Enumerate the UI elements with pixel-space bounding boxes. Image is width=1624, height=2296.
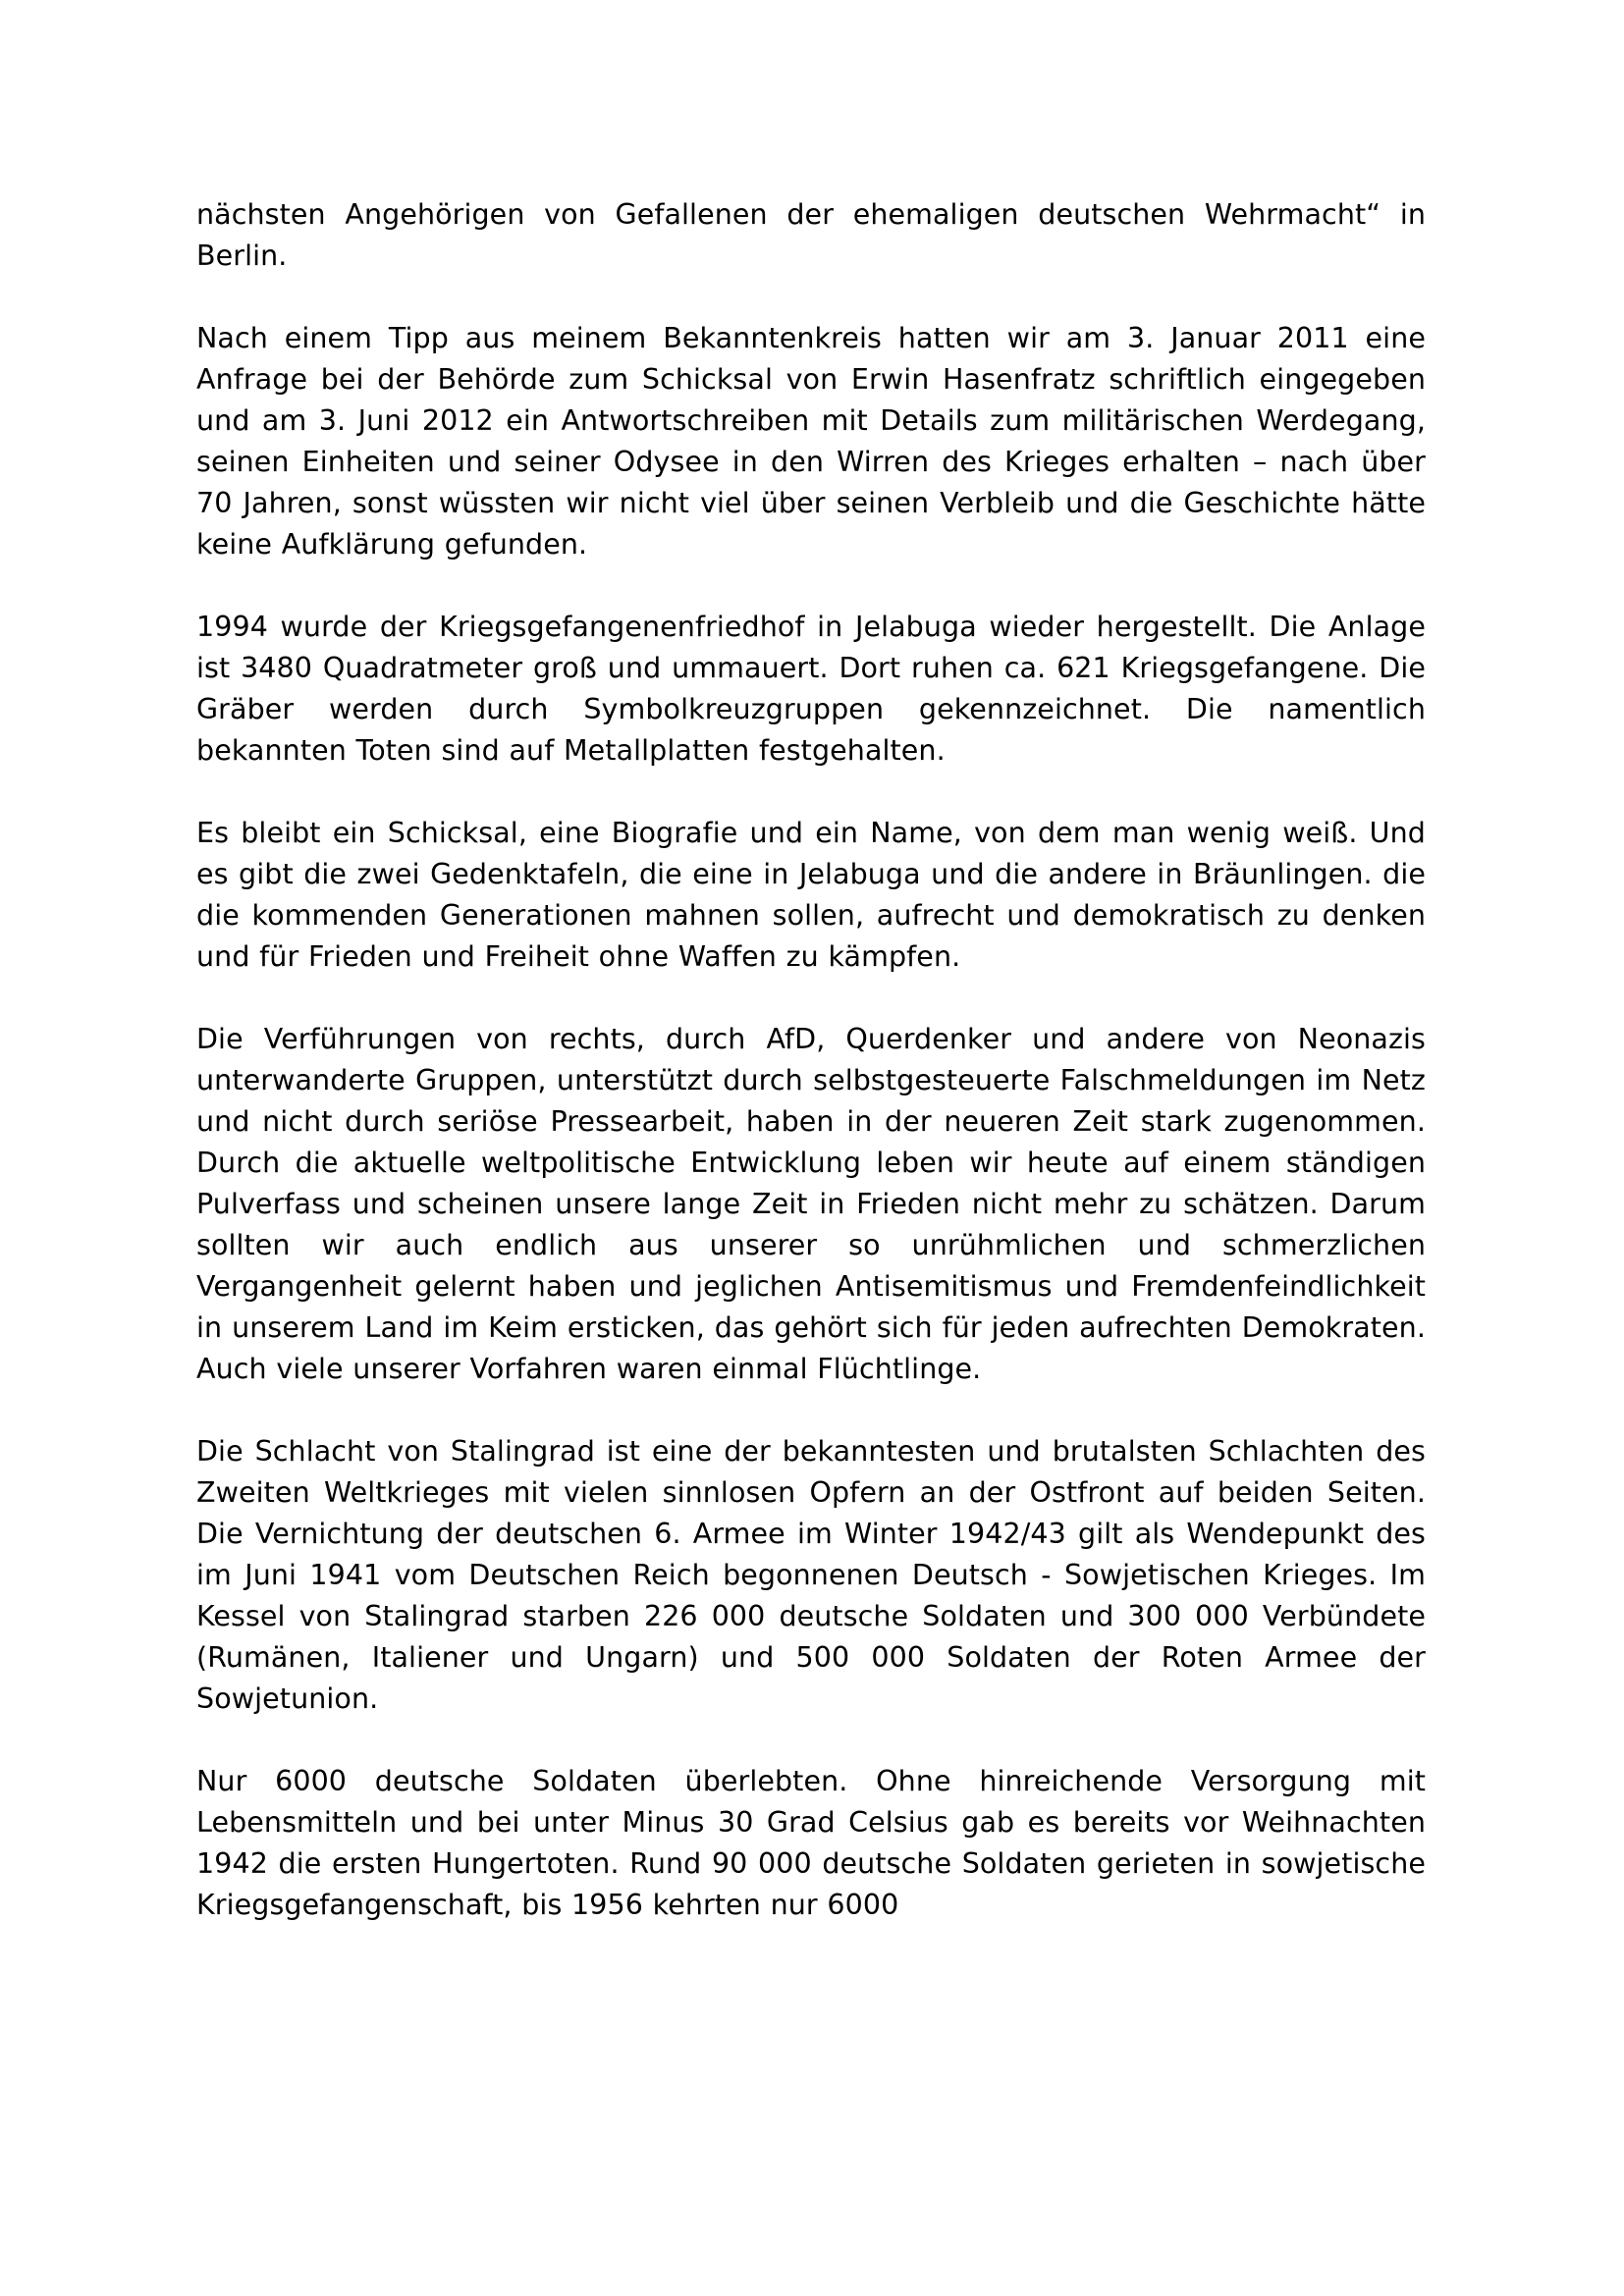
- paragraph-ueberlebende-soldaten: Nur 6000 deutsche Soldaten überlebten. Ohne hinreichende Versorgung mit Lebensmitteln und bei unter Minus 30 Grad Celsius gab es bereits vor Weihnachten 1942 die ersten Hungertoten. Rund 90 000 deutsche Soldaten gerieten in sowjetische Kriegsgefangenschaft, bis 1956 kehrten nur 6000: [196, 1765, 1426, 1921]
- paragraph-anfrage-behoerde: Nach einem Tipp aus meinem Bekanntenkreis hatten wir am 3. Januar 2011 eine Anfrage bei der Behörde zum Schicksal von Erwin Hasenfratz schriftlich eingegeben und am 3. Juni 2012 ein Antwortschreiben mit Details zum militärischen Werdegang, seinen Einheiten und seiner Odysee in den Wirren des Krieges erhalten – nach über 70 Jahren, sonst wüssten wir nicht viel über seinen Verbleib und die Geschichte hätte keine Aufklärung gefunden.: [196, 322, 1426, 561]
- paragraph-schlacht-von-stalingrad: Die Schlacht von Stalingrad ist eine der bekanntesten und brutalsten Schlachten des Zweiten Weltkrieges mit vielen sinnlosen Opfern an der Ostfront auf beiden Seiten. Die Vernichtung der deutschen 6. Armee im Winter 1942/43 gilt als Wendepunkt des im Juni 1941 vom Deutschen Reich begonnenen Deutsch - Sowjetischen Krieges. Im Kessel von Stalingrad starben 226 000 deutsche Soldaten und 300 000 Verbündete (Rumänen, Italiener und Ungarn) und 500 000 Soldaten der Roten Armee der Sowjetunion.: [196, 1435, 1426, 1715]
- paragraph-gedenktafeln: Es bleibt ein Schicksal, eine Biografie und ein Name, von dem man wenig weiß. Und es gibt die zwei Gedenktafeln, die eine in Jelabuga und die andere in Bräunlingen. die die kommenden Generationen mahnen sollen, aufrecht und demokratisch zu denken und für Frieden und Freiheit ohne Waffen zu kämpfen.: [196, 817, 1426, 973]
- paragraph-kriegsgefangenenfriedhof: 1994 wurde der Kriegsgefangenenfriedhof in Jelabuga wieder hergestellt. Die Anlage ist 3480 Quadratmeter groß und ummauert. Dort ruhen ca. 621 Kriegsgefangene. Die Gräber werden durch Symbolkreuzgruppen gekennzeichnet. Die namentlich bekannten Toten sind auf Metallplatten festgehalten.: [196, 611, 1426, 767]
- paragraph-wehrmacht-berlin: nächsten Angehörigen von Gefallenen der ehemaligen deutschen Wehrmacht“ in Berlin.: [196, 198, 1426, 272]
- paragraph-verfuehrungen-von-rechts: Die Verführungen von rechts, durch AfD, Querdenker und andere von Neonazis unterwanderte Gruppen, unterstützt durch selbstgesteuerte Falschmeldungen im Netz und nicht durch seriöse Pressearbeit, haben in der neueren Zeit stark zugenommen. Durch die aktuelle weltpolitische Entwicklung leben wir heute auf einem ständigen Pulverfass und scheinen unsere lange Zeit in Frieden nicht mehr zu schätzen. Darum sollten wir auch endlich aus unserer so unrühmlichen und schmerzlichen Vergangenheit gelernt haben und jeglichen Antisemitismus und Fremdenfeindlichkeit in unserem Land im Keim ersticken, das gehört sich für jeden aufrechten Demokraten. Auch viele unserer Vorfahren waren einmal Flüchtlinge.: [196, 1023, 1426, 1385]
